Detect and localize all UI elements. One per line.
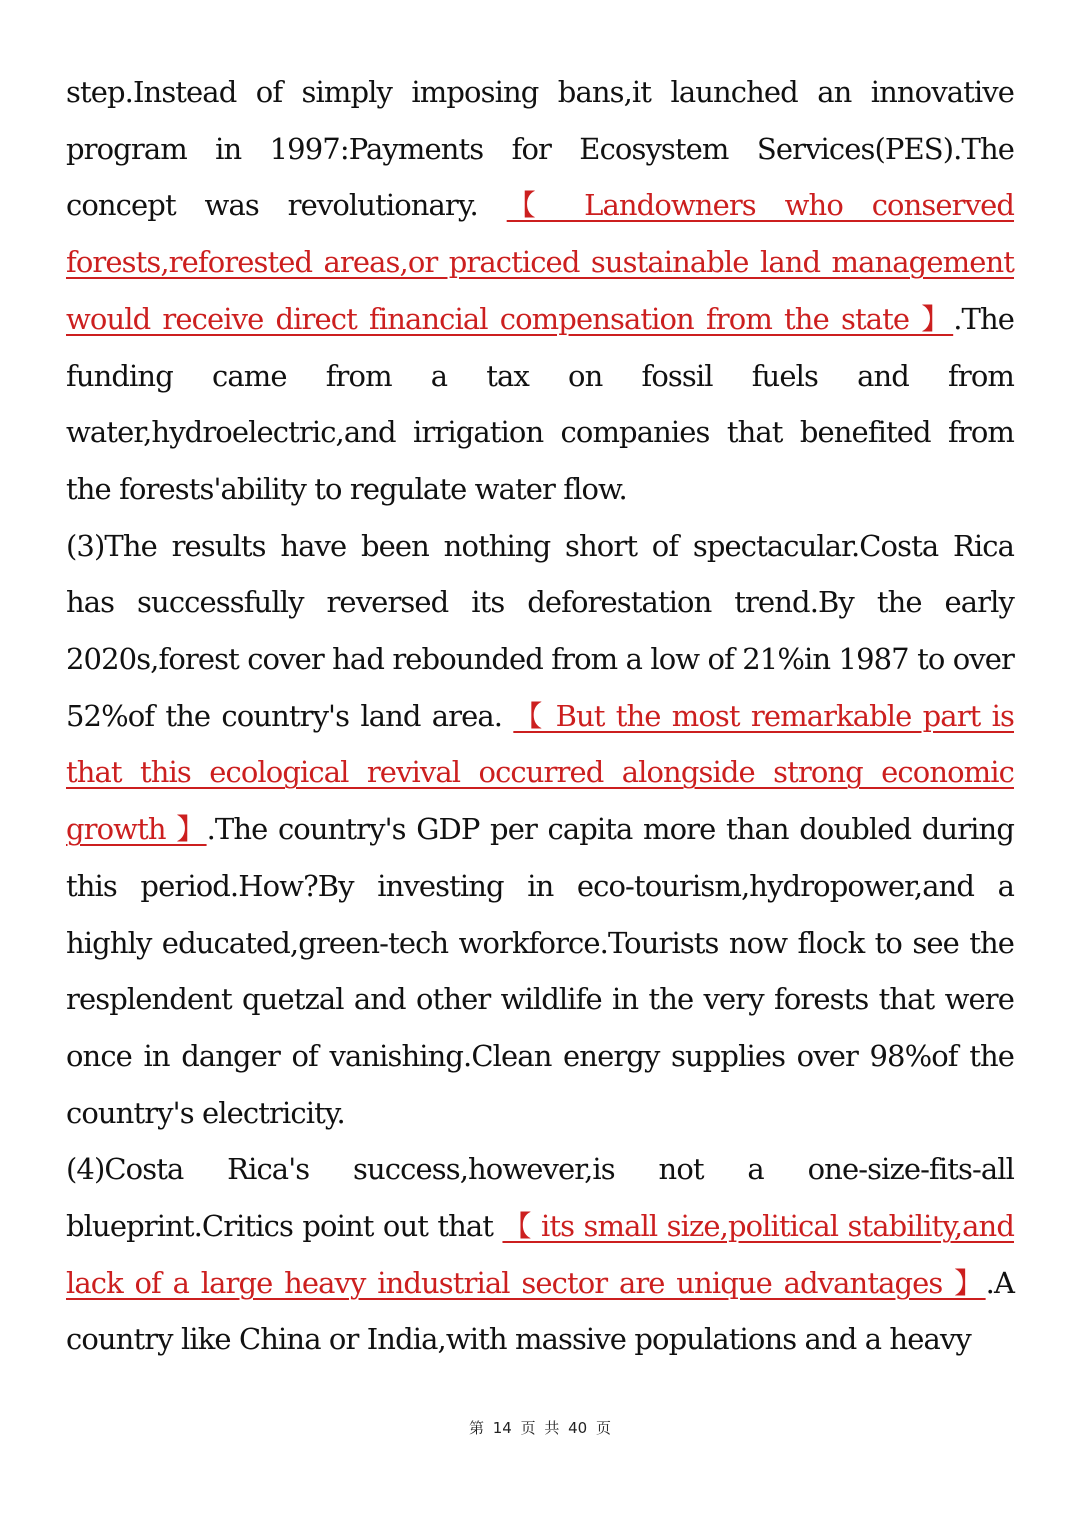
paragraph-text: (4)Costa Rica's success,however,is not a one-size-fits-all blueprint.Critics point out that	[66, 1152, 1014, 1244]
paragraph-text: (3)The results have been nothing short of spectacular.Costa Rica has successfully reversed its deforestation trend.By the early 2020s,forest cover had rebounded from a low of 21%in 1987 to over 52%of the country's land area.	[66, 528, 1014, 733]
body-text	[66, 64, 1014, 1368]
paragraph-results	[66, 518, 1014, 1142]
paragraph-text: .The country's GDP per capita more than doubled during this period.How?By investing in eco-tourism,hydropower,and a highly educated,green-tech workforce.Tourists now flock to see the resplendent quetzal and other wildlife in the very forests that were once in danger of vanishing.Clean energy supplies over 98%of the country's electricity.	[66, 812, 1014, 1130]
highlighted-sentence: 【 But the most remarkable part is that this ecological revival occurred alongside strong economic growth 】	[66, 698, 1014, 847]
paragraph-critics	[66, 1141, 1014, 1368]
highlighted-sentence: 【 Landowners who conserved forests,reforested areas,or practiced sustainable land management would receive direct financial compensation from the state 】	[66, 188, 1015, 336]
page-number-footer: 第 14 页 共 40 页	[468, 1419, 611, 1437]
highlighted-sentence: 【 its small size,political stability,and lack of a large heavy industrial sector are unique advantages 】	[66, 1209, 1014, 1300]
paragraph-text: .A country like China or India,with massive populations and a heavy	[66, 1265, 1014, 1357]
paragraph-text: step.Instead of simply imposing bans,it launched an innovative program in 1997:Payments for Ecosystem Services(PES).The concept was revolutionary.	[66, 75, 1014, 223]
paragraph-pes-program	[66, 64, 1014, 518]
paragraph-text: .The funding came from a tax on fossil fuels and from water,hydroelectric,and irrigation companies that benefited from the forests'ability to regulate water flow.	[66, 301, 1014, 506]
